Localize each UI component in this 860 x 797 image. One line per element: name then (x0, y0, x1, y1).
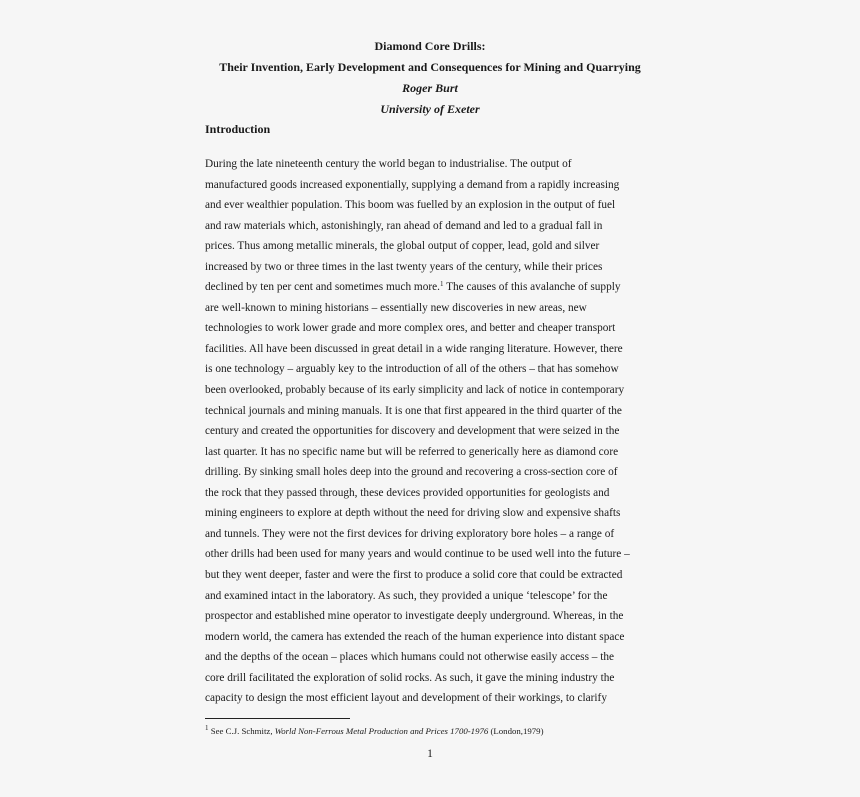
paper-subtitle: Their Invention, Early Development and Consequences for Mining and Quarrying (219, 60, 641, 74)
footnote (205, 725, 544, 737)
footnote-cited-title: World Non-Ferrous Metal Production and Prices 1700-1976 (274, 726, 489, 736)
body-line: been overlooked, probably because of its early simplicity and lack of notice in contemporary (205, 384, 625, 396)
body-line: but they went deeper, faster and were the first to produce a solid core that could be extracted (205, 569, 623, 581)
body-line: increased by two or three times in the last twenty years of the century, while their prices (205, 261, 603, 273)
body-line: modern world, the camera has extended the reach of the human experience into distant space (205, 631, 625, 643)
footnote-reference[interactable]: 1 (439, 280, 444, 288)
body-line: other drills had been used for many years and would continue to be used well into the future – (205, 548, 630, 560)
section-heading-introduction: Introduction (205, 122, 271, 136)
body-line: facilities. All have been discussed in great detail in a wide ranging literature. However, there (205, 343, 623, 355)
paper-title: Diamond Core Drills: (374, 39, 486, 53)
body-line: prices. Thus among metallic minerals, the global output of copper, lead, gold and silver (205, 240, 600, 252)
body-line-text: The causes of this avalanche of supply (443, 281, 621, 293)
body-line: technologies to work lower grade and more complex ores, and better and cheaper transport (205, 322, 616, 334)
footnote-suffix: (London,1979) (488, 726, 544, 736)
body-line: century and created the opportunities for discovery and development that were seized in the (205, 425, 620, 437)
body-line: and raw materials which, astonishingly, ran ahead of demand and led to a gradual fall in (205, 220, 603, 232)
body-line: and ever wealthier population. This boom was fuelled by an explosion in the output of fuel (205, 199, 616, 211)
body-line: capacity to design the most efficient layout and development of their workings, to clarify (205, 692, 607, 704)
footnote-marker: 1 (205, 724, 209, 732)
footnote-prefix: See C.J. Schmitz, (208, 726, 275, 736)
body-line: the rock that they passed through, these devices provided opportunities for geologists and (205, 487, 610, 499)
footnote-separator (205, 718, 350, 719)
body-line: manufactured goods increased exponentially, supplying a demand from a rapidly increasing (205, 179, 620, 191)
body-line: and tunnels. They were not the first devices for driving exploratory bore holes – a range of (205, 528, 615, 540)
body-line: and the depths of the ocean – places which humans could not otherwise easily access – the (205, 651, 615, 663)
page-number: 1 (427, 748, 433, 760)
body-line: are well-known to mining historians – essentially new discoveries in new areas, new (205, 302, 587, 314)
author-affiliation: University of Exeter (380, 102, 480, 116)
body-line: last quarter. It has no specific name but will be referred to generically here as diamond core (205, 446, 619, 458)
body-line: mining engineers to explore at depth without the need for driving slow and expensive shafts (205, 507, 621, 519)
body-line: prospector and established mine operator to investigate deeply underground. Whereas, in the (205, 610, 624, 622)
body-line: drilling. By sinking small holes deep into the ground and recovering a cross-section core of (205, 466, 618, 478)
body-line-with-footnote (205, 280, 621, 294)
body-line: technical journals and mining manuals. It is one that first appeared in the third quarter of the (205, 405, 622, 417)
body-line: is one technology – arguably key to the introduction of all of the others – that has somehow (205, 363, 619, 375)
body-line-text: declined by ten per cent and sometimes much more. (205, 281, 440, 293)
body-line: During the late nineteenth century the world began to industrialise. The output of (205, 158, 572, 170)
body-line: core drill facilitated the exploration of solid rocks. As such, it gave the mining industry the (205, 672, 615, 684)
author-name: Roger Burt (402, 81, 458, 95)
body-line: and examined intact in the laboratory. As such, they provided a unique ‘telescope’ for the (205, 590, 608, 602)
